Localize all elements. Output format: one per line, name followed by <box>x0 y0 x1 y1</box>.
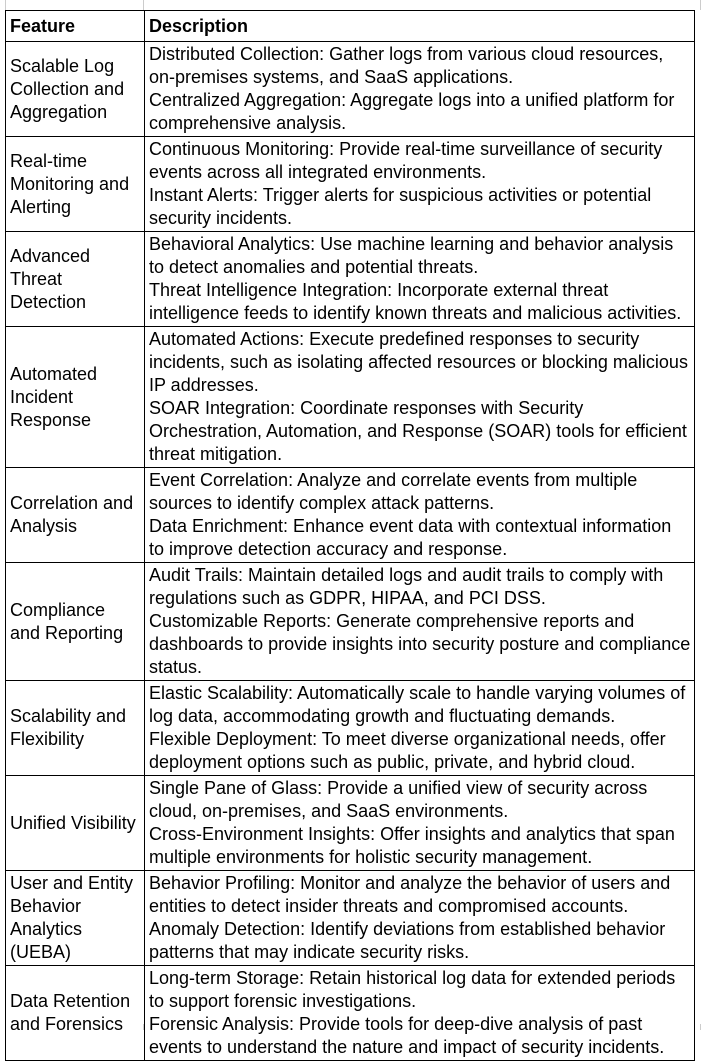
feature-cell: Scalability and Flexibility <box>6 681 145 776</box>
description-point: Customizable Reports: Generate comprehensive reports and dashboards to provide insights into security posture and compliance status. <box>149 611 691 677</box>
description-point: Threat Intelligence Integration: Incorporate external threat intelligence feeds to identify known threats and malicious activities. <box>149 280 682 323</box>
description-cell <box>145 966 695 1061</box>
header-row <box>6 11 695 42</box>
description-point: SOAR Integration: Coordinate responses with Security Orchestration, Automation, and Response (SOAR) tools for efficient threat mitigation. <box>149 398 687 464</box>
description-point: Single Pane of Glass: Provide a unified view of security across cloud, on-premises, and SaaS environments. <box>149 778 648 821</box>
description-cell <box>145 327 695 468</box>
table-body <box>6 42 695 1061</box>
feature-cell: Compliance and Reporting <box>6 563 145 681</box>
feature-cell: Real-time Monitoring and Alerting <box>6 137 145 232</box>
description-cell <box>145 42 695 137</box>
table-row <box>6 232 695 327</box>
feature-cell: Unified Visibility <box>6 776 145 871</box>
description-point: Long-term Storage: Retain historical log data for extended periods to support forensic investigations. <box>149 968 676 1011</box>
description-cell <box>145 137 695 232</box>
table-row <box>6 468 695 563</box>
table-row <box>6 681 695 776</box>
feature-cell: Scalable Log Collection and Aggregation <box>6 42 145 137</box>
description-point: Anomaly Detection: Identify deviations from established behavior patterns that may indicate security risks. <box>149 919 666 962</box>
column-header-feature: Feature <box>6 11 145 42</box>
feature-cell: Data Retention and Forensics <box>6 966 145 1061</box>
description-point: Behavior Profiling: Monitor and analyze the behavior of users and entities to detect insider threats and compromised accounts. <box>149 873 671 916</box>
description-cell <box>145 776 695 871</box>
feature-cell: User and Entity Behavior Analytics (UEBA) <box>6 871 145 966</box>
description-point: Data Enrichment: Enhance event data with contextual information to improve detection accuracy and response. <box>149 516 672 559</box>
table-row <box>6 966 695 1061</box>
description-point: Audit Trails: Maintain detailed logs and audit trails to comply with regulations such as GDPR, HIPAA, and PCI DSS. <box>149 565 664 608</box>
feature-cell: Advanced Threat Detection <box>6 232 145 327</box>
table-row <box>6 871 695 966</box>
description-point: Instant Alerts: Trigger alerts for suspicious activities or potential security incidents. <box>149 185 652 228</box>
grid-guide-line <box>700 1024 701 1030</box>
description-cell <box>145 232 695 327</box>
grid-guide-line <box>5 0 6 10</box>
description-cell <box>145 468 695 563</box>
description-point: Flexible Deployment: To meet diverse organizational needs, offer deployment options such as public, private, and hybrid cloud. <box>149 729 666 772</box>
description-point: Distributed Collection: Gather logs from various cloud resources, on-premises systems, and SaaS applications. <box>149 44 664 87</box>
description-point: Behavioral Analytics: Use machine learning and behavior analysis to detect anomalies and potential threats. <box>149 234 674 277</box>
table-row <box>6 776 695 871</box>
description-point: Forensic Analysis: Provide tools for deep-dive analysis of past events to understand the nature and impact of security incidents. <box>149 1014 665 1057</box>
description-cell <box>145 563 695 681</box>
description-point: Cross-Environment Insights: Offer insights and analytics that span multiple environments for holistic security management. <box>149 824 675 867</box>
description-point: Centralized Aggregation: Aggregate logs into a unified platform for comprehensive analysis. <box>149 90 675 133</box>
feature-description-table <box>5 10 695 1061</box>
column-header-description: Description <box>145 11 695 42</box>
grid-guide-line <box>700 0 701 10</box>
feature-cell: Correlation and Analysis <box>6 468 145 563</box>
description-point: Elastic Scalability: Automatically scale to handle varying volumes of log data, accommodating growth and fluctuating demands. <box>149 683 686 726</box>
description-point: Continuous Monitoring: Provide real-time surveillance of security events across all integrated environments. <box>149 139 663 182</box>
description-point: Automated Actions: Execute predefined responses to security incidents, such as isolating affected resources or blocking malicious IP addresses. <box>149 329 688 395</box>
description-cell <box>145 681 695 776</box>
description-cell <box>145 871 695 966</box>
grid-guide-line <box>143 0 144 10</box>
table-row <box>6 42 695 137</box>
table-row <box>6 327 695 468</box>
feature-cell: Automated Incident Response <box>6 327 145 468</box>
description-point: Event Correlation: Analyze and correlate events from multiple sources to identify complex attack patterns. <box>149 470 638 513</box>
table-header <box>6 11 695 42</box>
table-row <box>6 137 695 232</box>
table-row <box>6 563 695 681</box>
